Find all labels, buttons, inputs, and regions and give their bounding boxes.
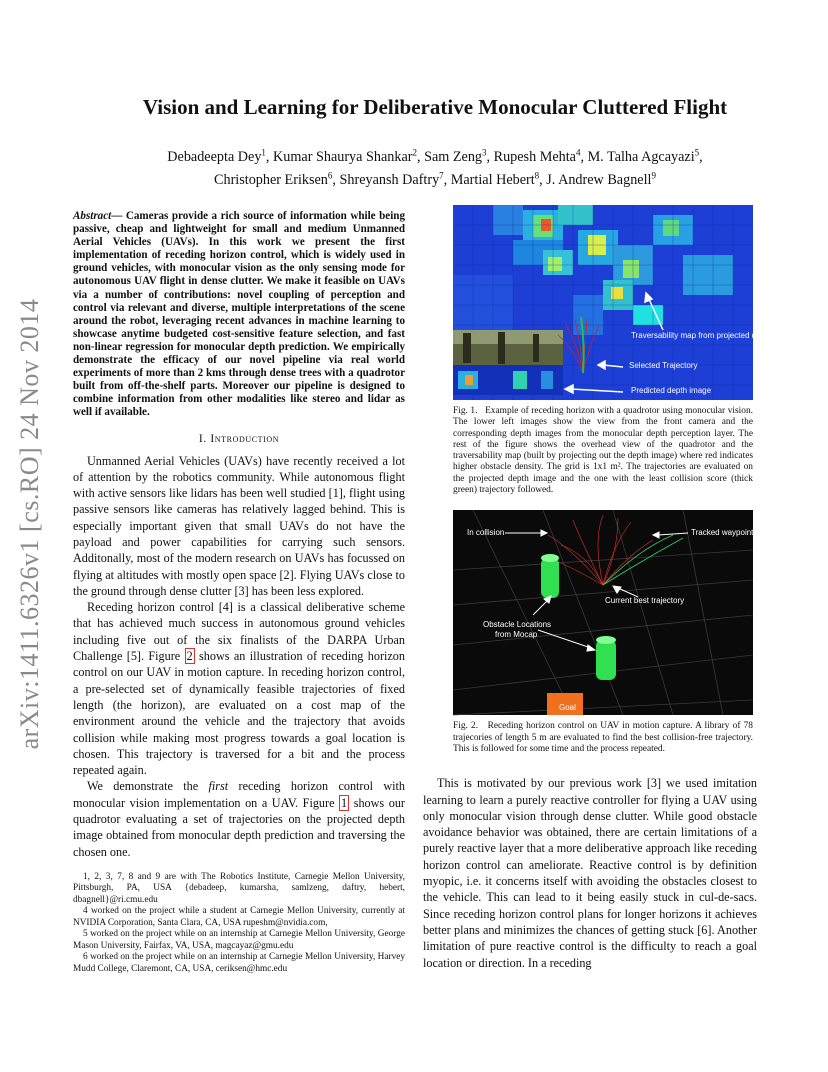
paragraph: Receding horizon control [4] is a classical deliberative scheme that has achieved much success in autonomous ground vehicles including five out of the six finalists of the DARPA Urban Challenge [5]. Figure 2 shows an illustration of receding horizon control on our UAV in motion capture. In receding horizon control, a pre-selected set of dynamically feasible trajectories of fixed length (the horizon), are evaluated on a cost map of the environment around the vehicle and the trajectory that avoids collision while making most progress towards a goal location is chosen. This trajectory is traversed for a bit and the process repeated again. bbox=[73, 600, 405, 778]
figure-label: Obstacle Locations bbox=[483, 620, 552, 630]
footnote: 5 worked on the project while on an internship at Carnegie Mellon University, George Mason University, Fairfax, VA, USA, magcayaz@gmu.edu bbox=[73, 929, 405, 951]
paper-title: Vision and Learning for Deliberative Monocular Cluttered Flight bbox=[142, 95, 728, 119]
figure-2 bbox=[453, 510, 753, 755]
figure-label: Current best trajectory bbox=[605, 596, 685, 606]
figure-caption: Fig. 1. Example of receding horizon with a quadrotor using monocular vision. The lower left images show the view from the front camera and the corresponding depth images from the monocular depth perception layer. The rest of the figure shows the overhead view of the quadrotor and the traversability map (built by projecting out the depth image) where red indicates higher obstacle density. The grid is 1x1 m². The trajectories are evaluated on the projected depth image and the one with the least collision score (thick green) trajectory followed. bbox=[453, 406, 753, 496]
section-heading: I. Introduction bbox=[198, 431, 280, 445]
author: J. Andrew Bagnell$^9$ bbox=[546, 170, 656, 189]
arxiv-stamp bbox=[0, 0, 56, 1072]
figure-1 bbox=[453, 205, 796, 496]
footnote: 6 worked on the project while on an internship at Carnegie Mellon University, Harvey Mudd College, Claremont, CA, USA, ceriksen@hmc.edu bbox=[73, 952, 405, 974]
footnote: 1, 2, 3, 7, 8 and 9 are with The Robotics Institute, Carnegie Mellon University, Pittsburgh, PA, USA {debadeep, kumarsha, samlzeng, daftry, hebert, dbagnell}@ri.cmu.edu bbox=[73, 871, 405, 905]
figure-ref-link[interactable]: 1 bbox=[341, 795, 348, 810]
figure-label: In collision bbox=[467, 528, 505, 538]
motion-capture-image bbox=[453, 510, 753, 715]
arxiv-id: arXiv:1411.6326v1 [cs.RO] 24 Nov 2014 bbox=[15, 298, 44, 750]
figure-label: Goal bbox=[559, 703, 576, 713]
footnote: 4 worked on the project while a student at Carnegie Mellon University, currently at NVIDIA Corporation, Santa Clara, CA, USA rupeshm@nvidia.com, bbox=[73, 906, 405, 928]
figure-label: Predicted depth image bbox=[631, 386, 712, 395]
figure-caption: Fig. 2. Receding horizon control on UAV in motion capture. A library of 78 trajecories of length 5 m are evaluated to find the best collision-free trajectory. This is followed for some time and the process repeated. bbox=[453, 721, 753, 754]
figure-label: from Mocap bbox=[495, 630, 538, 640]
author: Sam Zeng$^3$, bbox=[424, 147, 494, 165]
author: M. Talha Agcayazi$^5$, bbox=[587, 147, 703, 165]
author: Martial Hebert$^8$, bbox=[450, 170, 547, 189]
figure-ref-link[interactable]: 2 bbox=[186, 649, 193, 664]
figure-label: Traversability map from projected depth image bbox=[631, 331, 796, 340]
author-list bbox=[80, 143, 790, 190]
figure-label: Selected Trajectory bbox=[629, 361, 698, 370]
author: Debadeepta Dey$^1$, bbox=[167, 147, 274, 165]
paragraph: We demonstrate the first receding horizon control with monocular vision implementation on a UAV. Figure 1 shows our quadrotor evaluating a set of trajectories on the projected depth image obtained from monocular depth prediction and traversing the chosen one. bbox=[73, 779, 406, 859]
abstract-label: Abstract bbox=[73, 210, 112, 222]
abstract: Abstract— Cameras provide a rich source of information while being passive, cheap and lightweight for small and medium Unmanned Aerial Vehicles (UAVs). In this work we present the first implementation of receding horizon control, which is widely used in ground vehicles, with monocular vision as the only sensing mode for autonomous UAV flight in dense clutter. We make it feasible on UAVs via a number of contributions: novel coupling of perception and control via relevant and diverse, multiple interpretations of the scene around the robot, leveraging recent advances in machine learning to showcase anytime budgeted cost-sensitive feature selection, and fast non-linear regression for monocular depth prediction. We empirically demonstrate the efficacy of our novel pipeline via real world experiments of more than 2 kms through dense trees with a quadrotor built from off-the-shelf parts. Moreover our pipeline is designed to combine information from other modalities like stereo and lidar as well if available. bbox=[73, 210, 406, 419]
footnotes bbox=[73, 872, 405, 976]
right-body-text bbox=[423, 775, 757, 971]
introduction-body bbox=[73, 453, 405, 860]
author: Christopher Eriksen$^6$, bbox=[214, 170, 340, 189]
figure-label: Tracked waypoint bbox=[691, 528, 754, 538]
paragraph: This is motivated by our previous work [3] we used imitation learning to learn a purely reactive controller for flying a UAV using only monocular vision through dense clutter. While good obstacle avoidance behavior was obtained, there are certain limitations of a purely reactive layer that a more deliberative approach like receding horizon control can ameliorate. Reactive control is by definition myopic, i.e. it concerns itself with avoiding the obstacles closest to the vehicle. This can lead to it being easily stuck in cul-de-sacs. Since receding horizon control plans for longer horizons it achieves better plans and minimizes the chances of getting stuck [6]. Another limitation of pure reactive control is the difficulty to reach a goal location or direction. In a receding bbox=[423, 776, 757, 970]
traversability-map-image bbox=[453, 205, 796, 400]
left-column bbox=[73, 210, 405, 975]
paragraph: Unmanned Aerial Vehicles (UAVs) have recently received a lot of attention by the robotics community. While autonomous flight with active sensors like lidars has been well studied [1], flight using passive sensors like cameras has relatively lagged behind. This is especially important given that small UAVs do not have the payload and power capabilities for carrying such sensors. Additonally, most of the modern research on UAVs has focussed on flying at altitudes with mostly open space [2]. Flying UAVs close to the ground through dense clutter [3] has been less explored. bbox=[73, 453, 405, 598]
author: Rupesh Mehta$^4$, bbox=[493, 147, 588, 165]
right-column bbox=[423, 205, 796, 971]
abstract-text: Cameras provide a rich source of information while being passive, cheap and lightweight for small and medium Unmanned Aerial Vehicles (UAVs). In this work we present the first implementation of receding horizon control, which is widely used in ground vehicles, with monocular vision as the only sensing mode for autonomous UAV flight in dense clutter. We make it feasible on UAVs via a number of contributions: novel coupling of perception and control via relevant and diverse, multiple interpretations of the scene around the robot, leveraging recent advances in machine learning to showcase anytime budgeted cost-sensitive feature selection, and fast non-linear regression for monocular depth prediction. We empirically demonstrate the efficacy of our novel pipeline via real world experiments of more than 2 kms through dense trees with a quadrotor built from off-the-shelf parts. Moreover our pipeline is designed to combine information from other modalities like stereo and lidar as well if available. bbox=[73, 210, 406, 419]
author: Kumar Shaurya Shankar$^2$, bbox=[273, 147, 425, 165]
author: Shreyansh Daftry$^7$, bbox=[339, 170, 451, 189]
